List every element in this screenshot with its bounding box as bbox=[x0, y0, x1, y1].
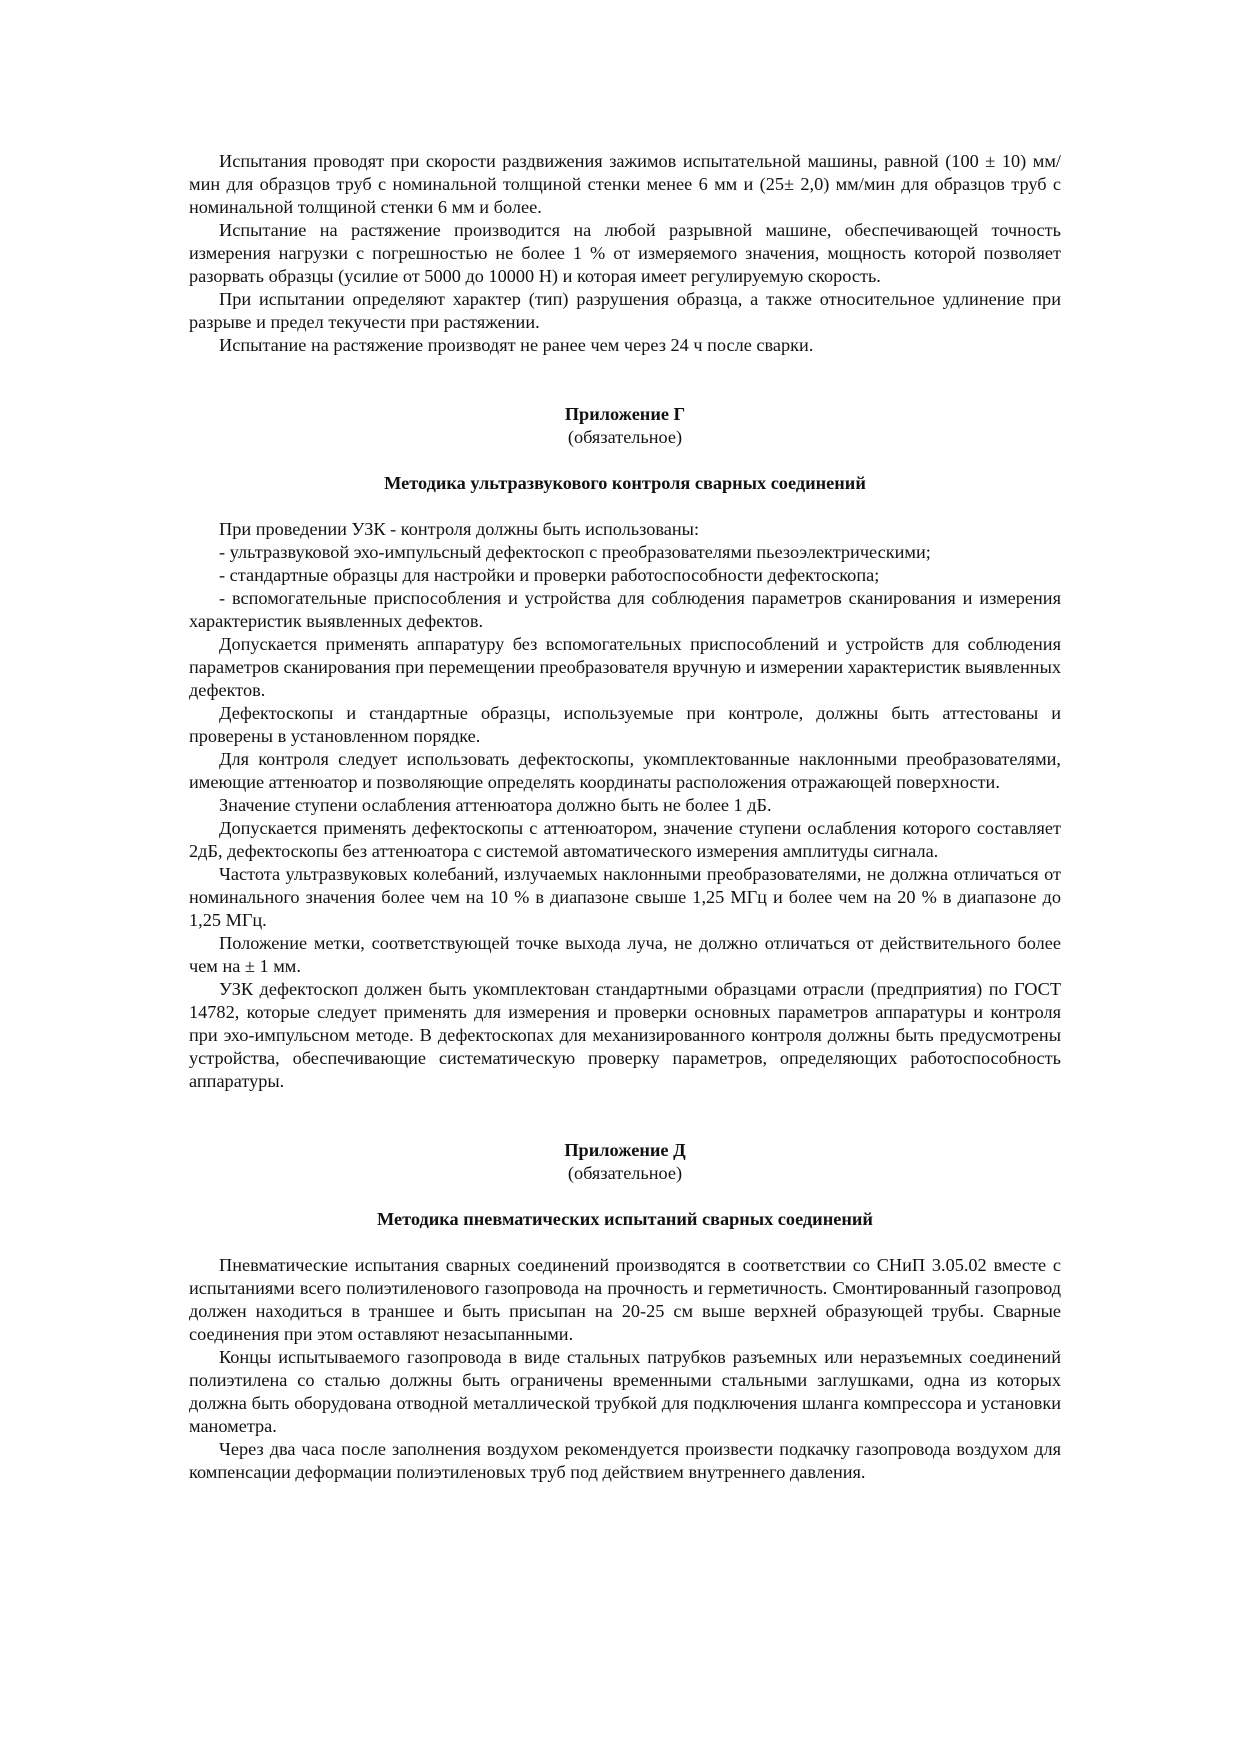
paragraph: Дефектоскопы и стандартные образцы, используемые при контроле, должны быть аттестованы и проверены в установленном порядке. bbox=[189, 703, 1061, 746]
paragraph: Концы испытываемого газопровода в виде стальных патрубков разъемных или неразъемных соединений полиэтилена со сталью должны быть ограничены временными стальными заглушками, одна из которых должна быть оборудована отводной металлической трубкой для подключения шланга компрессора и установки манометра. bbox=[189, 1347, 1061, 1436]
appendix-d bbox=[189, 1139, 1061, 1484]
paragraph: При испытании определяют характер (тип) разрушения образца, а также относительное удлинение при разрыве и предел текучести при растяжении. bbox=[189, 289, 1061, 332]
paragraph: Частота ультразвуковых колебаний, излучаемых наклонными преобразователями, не должна отличаться от номинального значения более чем на 10 % в диапазоне свыше 1,25 МГц и более чем на 20 % в диапазоне до 1,25 МГц. bbox=[189, 864, 1061, 930]
paragraph: Пневматические испытания сварных соединений производятся в соответствии со СНиП 3.05.02 вместе с испытаниями всего полиэтиленового газопровода на прочность и герметичность. Смонтированный газопровод должен находиться в траншее и быть присыпан на 20-25 см выше верхней образующей трубы. Сварные соединения при этом оставляют незасыпанными. bbox=[189, 1255, 1061, 1344]
appendix-title: Приложение Д bbox=[564, 1140, 686, 1160]
appendix-heading: Методика ультразвукового контроля сварных соединений bbox=[384, 473, 866, 493]
list-item: - стандартные образцы для настройки и проверки работоспособности дефектоскопа; bbox=[219, 565, 880, 585]
paragraph: Положение метки, соответствующей точке выхода луча, не должно отличаться от действительного более чем на ± 1 мм. bbox=[189, 933, 1061, 976]
tests-section bbox=[189, 150, 1061, 357]
appendix-title: Приложение Г bbox=[564, 404, 686, 424]
appendix-g bbox=[189, 403, 1061, 1093]
paragraph: Испытания проводят при скорости раздвижения зажимов испытательной машины, равной (100 ± 10) мм/мин для образцов труб с номинальной толщиной стенки менее 6 мм и (25± 2,0) мм/мин для образцов труб с номинальной толщиной стенки 6 мм и более. bbox=[189, 151, 1061, 217]
list-item: - ультразвуковой эхо-импульсный дефектоскоп с преобразователями пьезоэлектрическими; bbox=[219, 542, 931, 562]
document-page bbox=[189, 150, 1061, 1484]
appendix-status: (обязательное) bbox=[567, 1163, 683, 1183]
paragraph: Для контроля следует использовать дефектоскопы, укомплектованные наклонными преобразователями, имеющие аттенюатор и позволяющие определять координаты расположения отражающей поверхности. bbox=[189, 749, 1061, 792]
paragraph: Испытание на растяжение производится на любой разрывной машине, обеспечивающей точность измерения нагрузки с погрешностью не более 1 % от измеряемого значения, мощность которой позволяет разорвать образцы (усилие от 5000 до 10000 Н) и которая имеет регулируемую скорость. bbox=[189, 220, 1061, 286]
paragraph: Значение ступени ослабления аттенюатора должно быть не более 1 дБ. bbox=[219, 795, 772, 815]
paragraph: Через два часа после заполнения воздухом рекомендуется произвести подкачку газопровода воздухом для компенсации деформации полиэтиленовых труб под действием внутреннего давления. bbox=[189, 1439, 1061, 1482]
appendix-status: (обязательное) bbox=[567, 427, 683, 447]
list-item: - вспомогательные приспособления и устройства для соблюдения параметров сканирования и измерения характеристик выявленных дефектов. bbox=[189, 588, 1061, 631]
paragraph: Допускается применять дефектоскопы с аттенюатором, значение ступени ослабления которого составляет 2дБ, дефектоскопы без аттенюатора с системой автоматического измерения амплитуды сигнала. bbox=[189, 818, 1061, 861]
paragraph: При проведении УЗК - контроля должны быть использованы: bbox=[219, 519, 700, 539]
paragraph: Испытание на растяжение производят не ранее чем через 24 ч после сварки. bbox=[219, 335, 814, 355]
appendix-heading: Методика пневматических испытаний сварных соединений bbox=[377, 1209, 873, 1229]
paragraph: УЗК дефектоскоп должен быть укомплектован стандартными образцами отрасли (предприятия) по ГОСТ 14782, которые следует применять для измерения и проверки основных параметров аппаратуры и контроля при эхо-импульсном методе. В дефектоскопах для механизированного контроля должны быть предусмотрены устройства, обеспечивающие систематическую проверку параметров, определяющих работоспособность аппаратуры. bbox=[189, 979, 1061, 1091]
paragraph: Допускается применять аппаратуру без вспомогательных приспособлений и устройств для соблюдения параметров сканирования при перемещении преобразователя вручную и измерении характеристик выявленных дефектов. bbox=[189, 634, 1061, 700]
